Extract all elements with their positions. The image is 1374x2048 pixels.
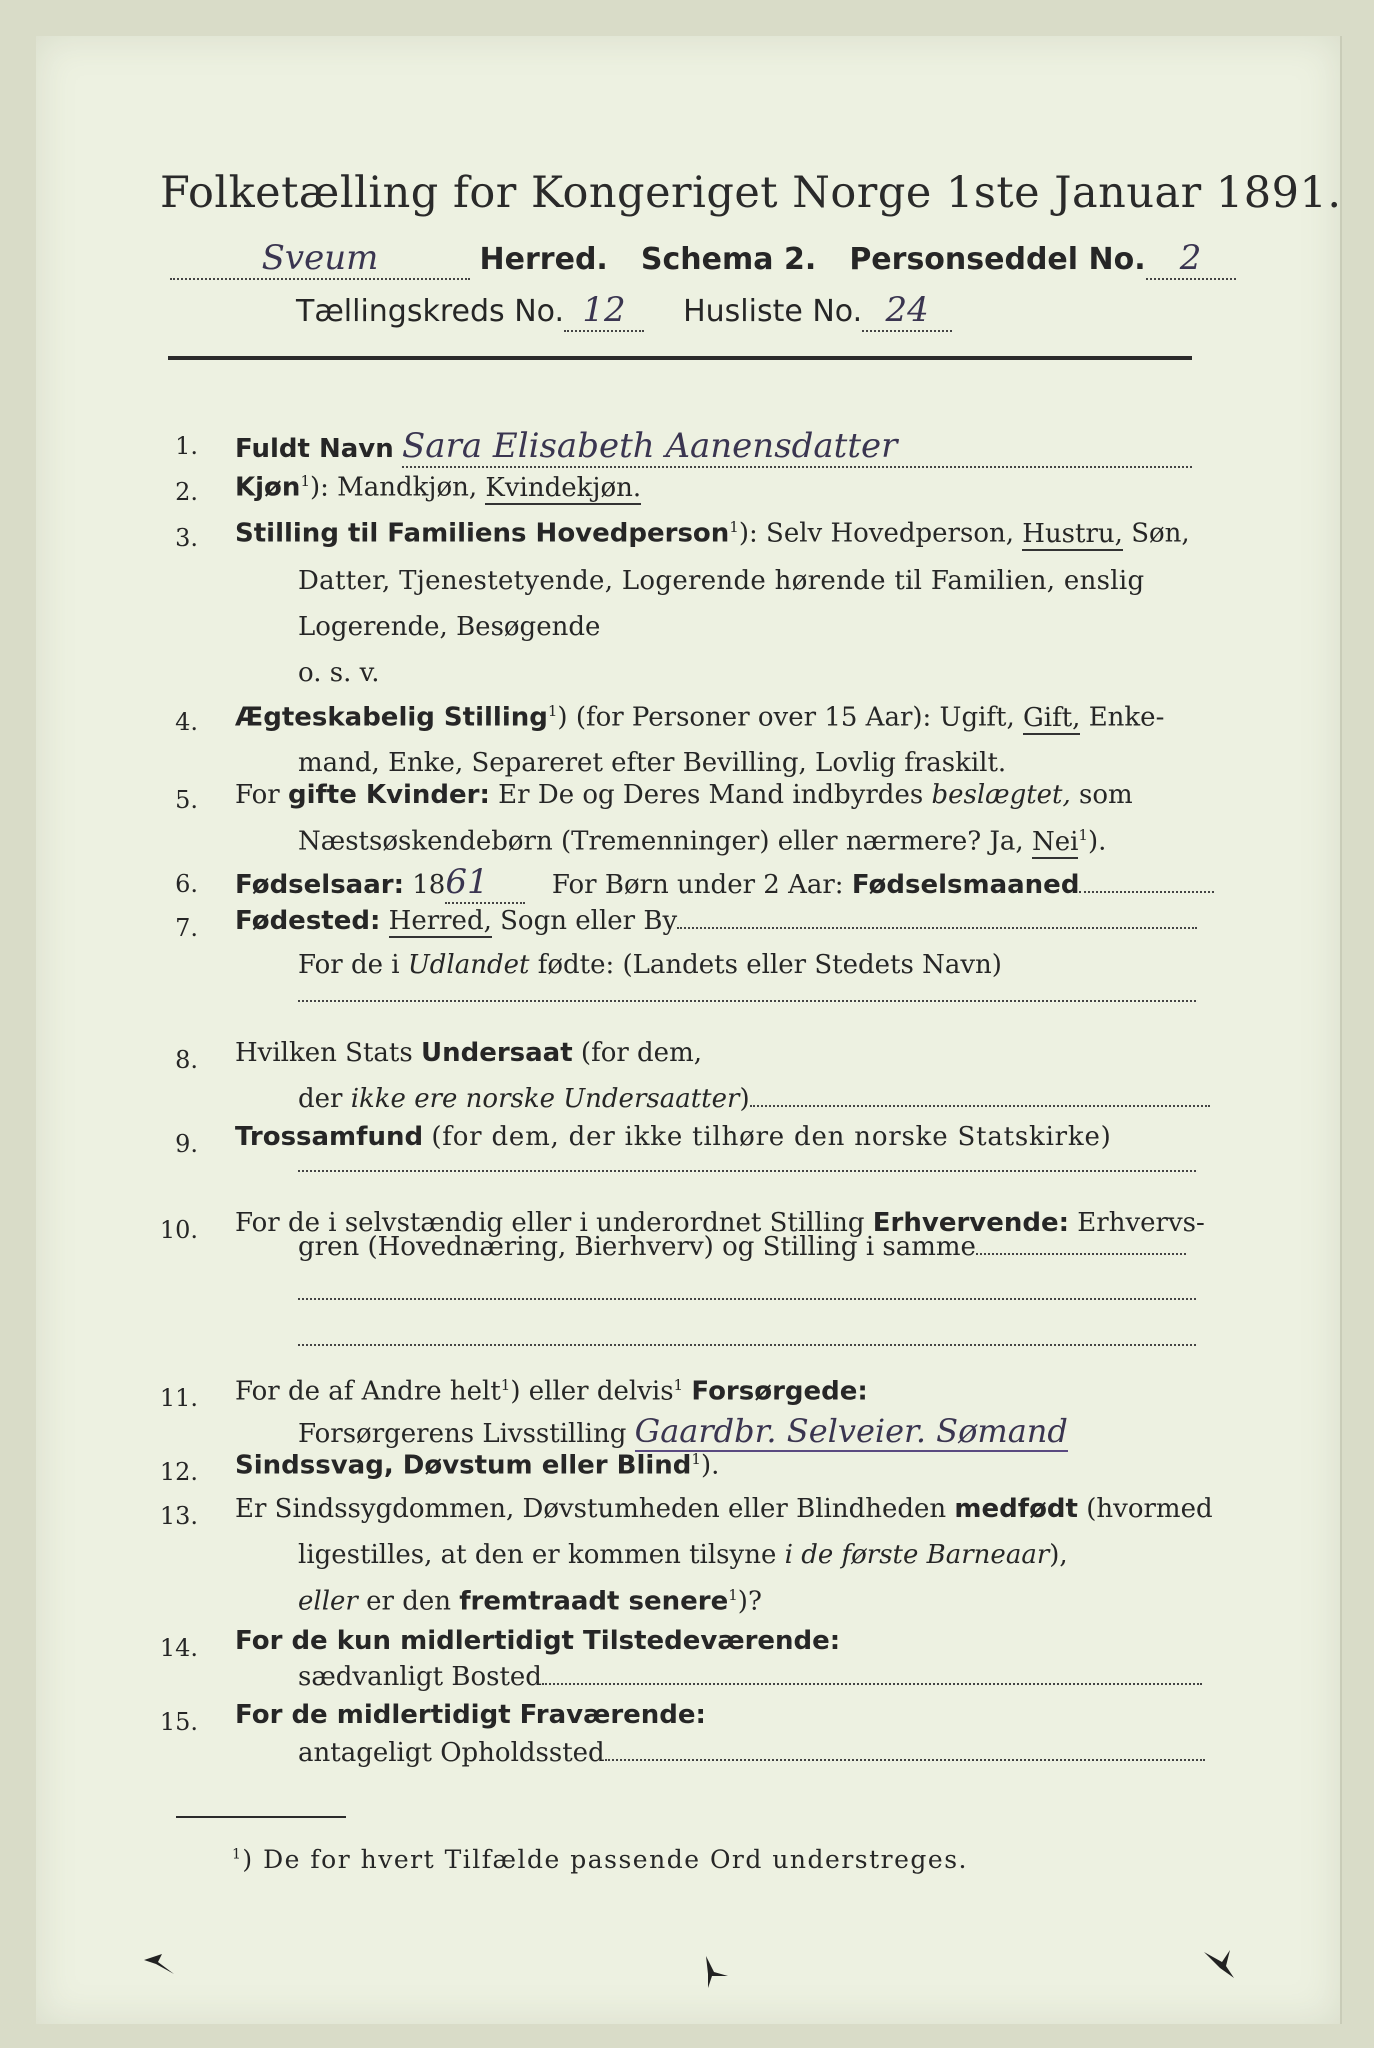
- temp-present-line2: sædvanligt Bosted: [298, 1662, 1202, 1692]
- item-number: 6.: [175, 870, 198, 898]
- religion-dotline: [298, 1170, 1196, 1172]
- form-title: Folketælling for Kongeriget Norge 1ste Januar 1891.: [160, 168, 1342, 218]
- family-position-options: Datter, Tjenestetyende, Logerende hørende til Familien, enslig: [298, 566, 1145, 596]
- item-temp-absent: For de midlertidigt Fraværende:: [235, 1700, 706, 1730]
- family-position-osv: o. s. v.: [298, 658, 380, 688]
- item-number: 2.: [175, 478, 198, 506]
- full-name-value: Sara Elisabeth Aanensdatter: [402, 426, 1192, 468]
- item-marital-status: Ægteskabelig Stilling$^1$) (for Personer over 15 Aar): Ugift, Gift, Enke-: [235, 702, 1165, 733]
- family-position-options-2: Logerende, Besøgende: [298, 612, 601, 642]
- herred-label: Herred.: [479, 242, 608, 277]
- item-number: 3.: [175, 524, 198, 552]
- item-number: 5.: [175, 786, 198, 814]
- item-birthplace: Fødested: Herred, Sogn eller By: [235, 906, 1197, 936]
- item-number: 4.: [175, 708, 198, 736]
- item-number: 8.: [175, 1046, 198, 1074]
- footnote-rule: [176, 1816, 346, 1818]
- kreds-label: Tællingskreds No.: [296, 294, 564, 329]
- item-number: 10.: [159, 1216, 198, 1244]
- citizenship-line2: der ikke ere norske Undersaatter): [298, 1084, 1210, 1114]
- birthplace-selected: Herred,: [388, 906, 492, 936]
- item-number: 15.: [159, 1708, 198, 1736]
- congenital-line2: ligestilles, at den er kommen tilsyne i de første Barneaar),: [298, 1540, 1068, 1570]
- item-disability: Sindssvag, Døvstum eller Blind$^1$).: [235, 1450, 720, 1481]
- item-number: 9.: [175, 1130, 198, 1158]
- occupation-line2: gren (Hovednæring, Bierhverv) og Stilling i samme: [298, 1232, 1186, 1262]
- item-number: 12.: [159, 1458, 198, 1486]
- provider-occupation-value: Gaardbr. Selveier. Sømand: [634, 1412, 1068, 1450]
- item-birth-year: Fødselsaar: 1861 For Børn under 2 Aar: Fødselsmaaned: [235, 862, 1214, 904]
- kreds-line: [296, 290, 952, 332]
- item-dependents: For de af Andre helt$^1$) eller delvis$^1$ Forsørgede:: [235, 1376, 868, 1407]
- item-number: 11.: [159, 1384, 198, 1412]
- occupation-dotline-1: [298, 1298, 1196, 1300]
- item-temp-present: For de kun midlertidigt Tilstedeværende:: [235, 1626, 841, 1656]
- congenital-line3: eller er den fremtraadt senere$^1$)?: [298, 1586, 762, 1617]
- temp-absent-line2: antageligt Opholdssted: [298, 1738, 1205, 1768]
- gender-selected: Kvindekjøn.: [485, 472, 642, 503]
- personseddel-label: Personseddel No.: [849, 242, 1146, 277]
- item-religion: Trossamfund (for dem, der ikke tilhøre den norske Statskirke): [235, 1122, 1112, 1152]
- item-married-women: For gifte Kvinder: Er De og Deres Mand indbyrdes beslægtet, som: [235, 780, 1133, 810]
- married-women-line2: Næstsøskendebørn (Tremenninger) eller nærmere? Ja, Nei$^1$).: [298, 826, 1107, 857]
- occupation-dotline-2: [298, 1344, 1196, 1346]
- registration-mark-center: [694, 1952, 734, 1992]
- herred-value: Sveum: [170, 238, 470, 280]
- husliste-value: 24: [862, 290, 952, 332]
- marital-selected: Gift,: [1023, 702, 1081, 733]
- item-number: 14.: [159, 1634, 198, 1662]
- item-full-name: Fuldt Navn Sara Elisabeth Aanensdatter: [235, 426, 1192, 468]
- header-rule: [168, 356, 1192, 360]
- schema-label: Schema 2.: [640, 242, 817, 277]
- registration-mark-right: [1200, 1944, 1240, 1984]
- item-gender: Kjøn$^1$): Mandkjøn, Kvindekjøn.: [235, 472, 642, 503]
- registration-mark-left: [140, 1940, 180, 1980]
- item-number: 13.: [159, 1502, 198, 1530]
- kreds-value: 12: [564, 290, 644, 332]
- related-selected: Nei: [1031, 826, 1079, 857]
- item-citizenship: Hvilken Stats Undersaat (for dem,: [235, 1038, 702, 1068]
- item-family-position: Stilling til Familiens Hovedperson$^1$): Selv Hovedperson, Hustru, Søn,: [235, 518, 1190, 549]
- herred-line: [170, 238, 1236, 280]
- item-number: 1.: [175, 432, 198, 460]
- item-congenital: Er Sindssygdommen, Døvstumheden eller Blindheden medfødt (hvormed: [235, 1494, 1213, 1524]
- item-number: 7.: [175, 914, 198, 942]
- husliste-label: Husliste No.: [683, 294, 863, 329]
- birthplace-dotline: [298, 1000, 1196, 1002]
- family-position-selected: Hustru,: [1022, 518, 1123, 549]
- marital-options: mand, Enke, Separeret efter Bevilling, Lovlig fraskilt.: [298, 748, 1007, 778]
- footnote: $^1$) De for hvert Tilfælde passende Ord understreges.: [232, 1845, 968, 1874]
- birth-year-value: 61: [445, 862, 525, 904]
- personseddel-value: 2: [1146, 238, 1236, 280]
- item-occupation: For de i selvstændig eller i underordnet Stilling Erhvervende: Erhvervs-: [235, 1208, 1205, 1238]
- dependents-line2: Forsørgerens Livsstilling Gaardbr. Selveier. Sømand: [298, 1412, 1068, 1450]
- birthplace-line2: For de i Udlandet fødte: (Landets eller Stedets Navn): [298, 950, 1002, 980]
